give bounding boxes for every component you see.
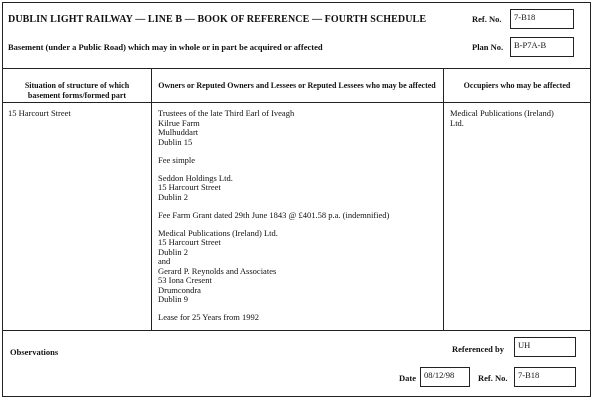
lease-line: Lease for 25 Years from 1992 [158, 312, 260, 323]
column-divider-1 [151, 68, 152, 330]
owner-line: and [158, 256, 171, 267]
owner-line: Medical Publications (Ireland) Ltd. [158, 227, 278, 238]
column-header-occupiers: Occupiers who may be affected [463, 81, 571, 90]
lease-block [158, 313, 389, 323]
document-title: DUBLIN LIGHT RAILWAY — LINE B — BOOK OF REFERENCE — FOURTH SCHEDULE [8, 14, 427, 25]
plan-no-label: Plan No. [472, 42, 504, 52]
owner-line: Dublin 15 [158, 136, 193, 147]
owner-line: Dublin 2 [158, 246, 188, 257]
tenure-block [158, 156, 389, 166]
column-divider-2 [443, 68, 444, 330]
column-header-situation: Situation of structure of which basement forms/formed part [24, 81, 130, 100]
owner-line: Seddon Holdings Ltd. [158, 172, 233, 183]
owner-block-seddon [158, 174, 389, 203]
date-field[interactable]: 08/12/98 [420, 367, 470, 387]
owner-line: 15 Harcourt Street [158, 237, 221, 248]
table-header-rule [2, 102, 591, 103]
occupier-line: Ltd. [450, 117, 464, 128]
grant-line: Fee Farm Grant dated 29th June 1843 @ £401.58 p.a. (indemnified) [158, 209, 390, 220]
owners-cell [158, 109, 389, 331]
owner-block-freeholder [158, 109, 389, 147]
owner-line: Trustees of the late Third Earl of Iveagh [158, 108, 295, 118]
owner-block-lessees [158, 229, 389, 305]
document-subtitle: Basement (under a Public Road) which may in whole or in part be acquired or affected [8, 42, 323, 52]
owner-line: Dublin 9 [158, 294, 188, 305]
tenure-line: Fee simple [158, 154, 196, 165]
referenced-by-label: Referenced by [452, 344, 505, 354]
owner-line: Drumcondra [158, 284, 201, 295]
footer-ref-no-label: Ref. No. [478, 373, 508, 383]
referenced-by-field[interactable]: UH [514, 337, 576, 357]
ref-no-label: Ref. No. [472, 14, 502, 24]
owner-line: Gerard P. Reynolds and Associates [158, 265, 277, 276]
owner-line: 15 Harcourt Street [158, 182, 221, 193]
owner-line: 53 Iona Cresent [158, 275, 212, 286]
footer-ref-no-field[interactable]: 7-B18 [514, 367, 576, 387]
owner-line: Mulhuddart [158, 127, 199, 138]
table-top-rule [2, 68, 591, 69]
observations-label: Observations [10, 347, 59, 357]
owner-line: Dublin 2 [158, 191, 188, 202]
occupiers-cell [450, 109, 554, 128]
date-label: Date [399, 373, 416, 383]
occupier-line: Medical Publications (Ireland) [450, 108, 554, 118]
grant-block [158, 211, 389, 221]
situation-value: 15 Harcourt Street [8, 108, 71, 118]
owner-line: Kilrue Farm [158, 117, 200, 128]
ref-no-field[interactable]: 7-B18 [510, 9, 574, 29]
plan-no-field[interactable]: B-P7A-B [510, 37, 574, 57]
column-header-owners: Owners or Reputed Owners and Lessees or Reputed Lessees who may be affected [158, 81, 436, 90]
